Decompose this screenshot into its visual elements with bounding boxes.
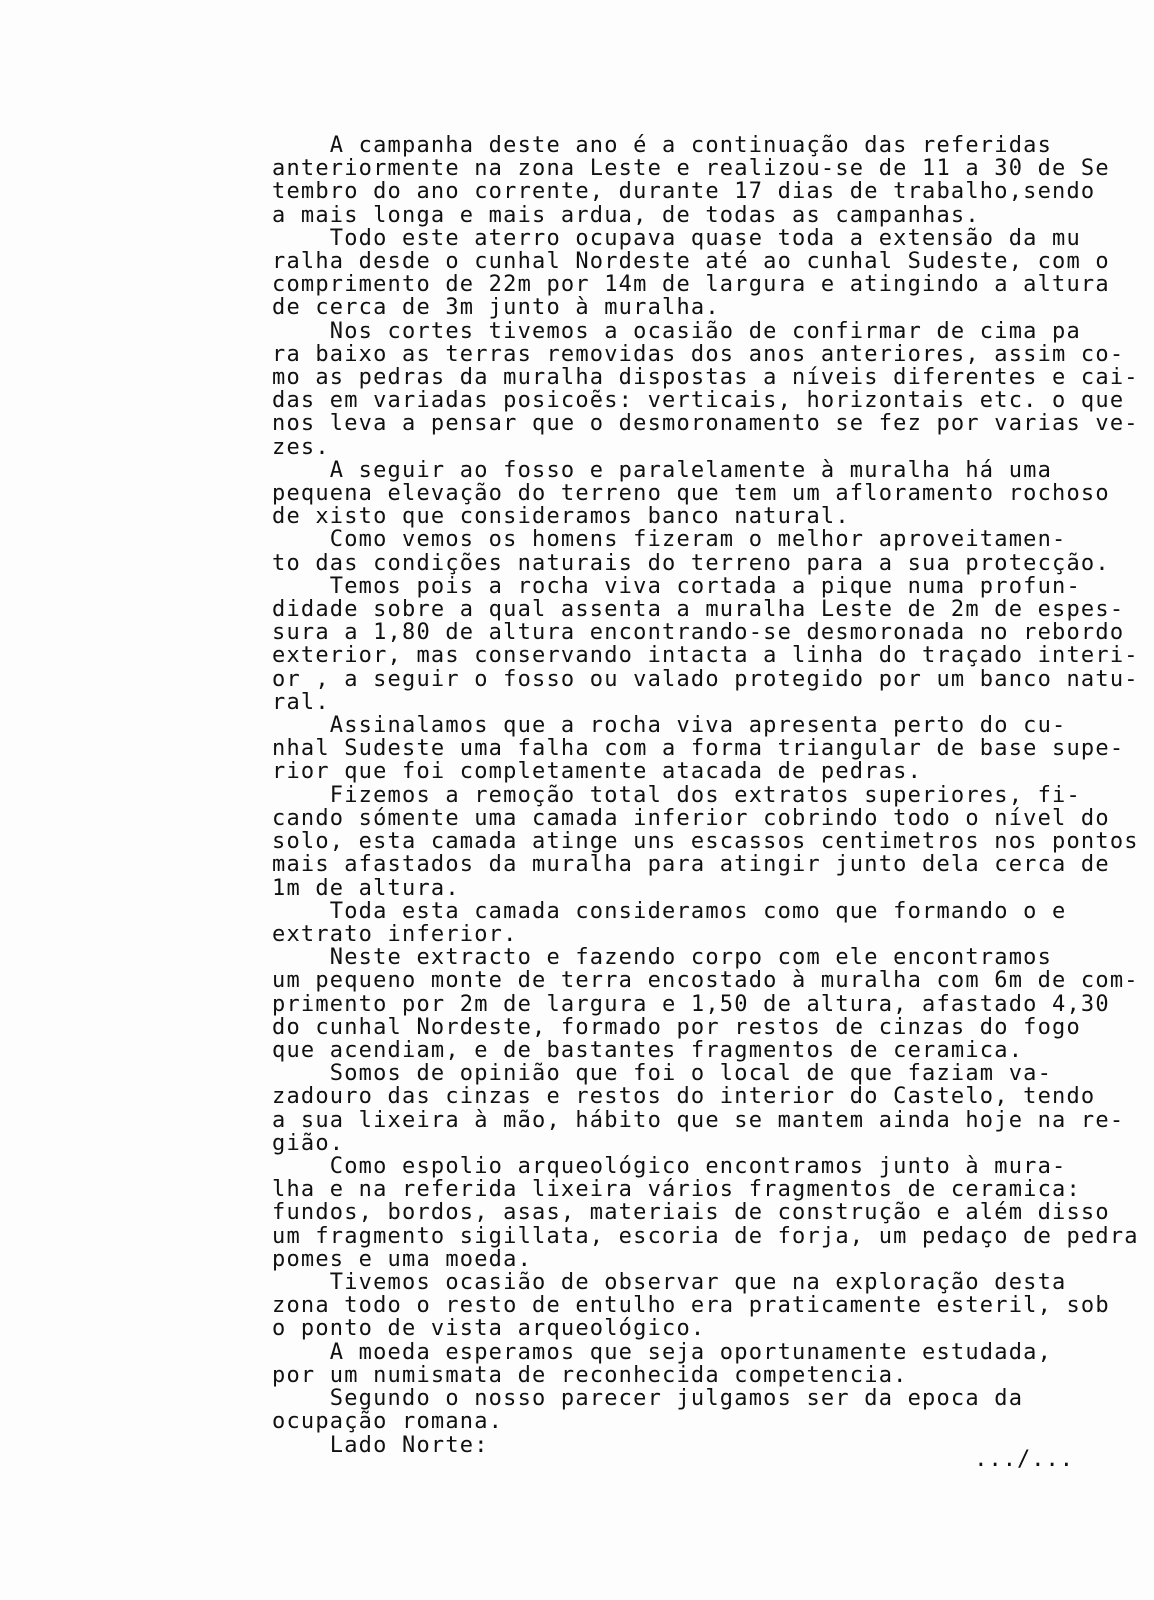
continuation-mark: .../...	[974, 1447, 1074, 1472]
section-heading-lado-norte: Lado Norte:	[272, 1433, 489, 1458]
body-text: A campanha deste ano é a continuação das referidas anteriormente na zona Leste e realizou-se de 11 a 30 de Se tembro do ano corrente, durante 17 dias de trabalho,sendo a mais longa e mais ardua, de todas as campanhas. Todo este aterro ocupava quase toda a extensão da mu ralha desde o cunhal Nordeste até ao cunhal Sudeste, com o comprimento de 22m por 14m de largura e atingindo a altura de cerca de 3m junto à muralha. Nos cortes tivemos a ocasião de confirmar de cima pa ra baixo as terras removidas dos anos anteriores, assim co- mo as pedras da muralha dispostas a níveis diferentes e cai- das em variadas posicoẽs: verticais, horizontais etc. o que nos leva a pensar que o desmoronamento se fez por varias ve- zes. A seguir ao fosso e paralelamente à muralha há uma pequena elevação do terreno que tem um afloramento rochoso de xisto que consideramos banco natural. Como vemos os homens fizeram o melhor aproveitamen- to das condições naturais do terreno para a sua protecção. Temos pois a rocha viva cortada a pique numa profun- didade sobre a qual assenta a muralha Leste de 2m de espes- sura a 1,80 de altura encontrando-se desmoronada no rebordo exterior, mas conservando intacta a linha do traçado interi- or , a seguir o fosso ou valado protegido por um banco natu- ral. Assinalamos que a rocha viva apresenta perto do cu- nhal Sudeste uma falha com a forma triangular de base supe- rior que foi completamente atacada de pedras. Fizemos a remoção total dos extratos superiores, fi- cando sómente uma camada inferior cobrindo todo o nível do solo, esta camada atinge uns escassos centimetros nos pontos mais afastados da muralha para atingir junto dela cerca de 1m de altura. Toda esta camada consideramos como que formando o e extrato inferior. Neste extracto e fazendo corpo com ele encontramos um pequeno monte de terra encostado à muralha com 6m de com- primento por 2m de largura e 1,50 de altura, afastado 4,30 do cunhal Nordeste, formado por restos de cinzas do fogo que acendiam, e de bastantes fragmentos de ceramica. Somos de opinião que foi o local de que faziam va- zadouro das cinzas e restos do interior do Castelo, tendo a sua lixeira à mão, hábito que se mantem ainda hoje na re- gião. Como espolio arqueológico encontramos junto à mura- lha e na referida lixeira vários fragmentos de ceramica: fundos, bordos, asas, materiais de construção e além disso um fragmento sigillata, escoria de forja, um pedaço de pedra pomes e uma moeda. Tivemos ocasião de observar que na exploração desta zona todo o resto de entulho era praticamente esteril, sob o ponto de vista arqueológico. A moeda esperamos que seja oportunamente estudada, por um numismata de reconhecida competencia. Segundo o nosso parecer julgamos ser da epoca da ocupação romana.	[272, 133, 1139, 1435]
